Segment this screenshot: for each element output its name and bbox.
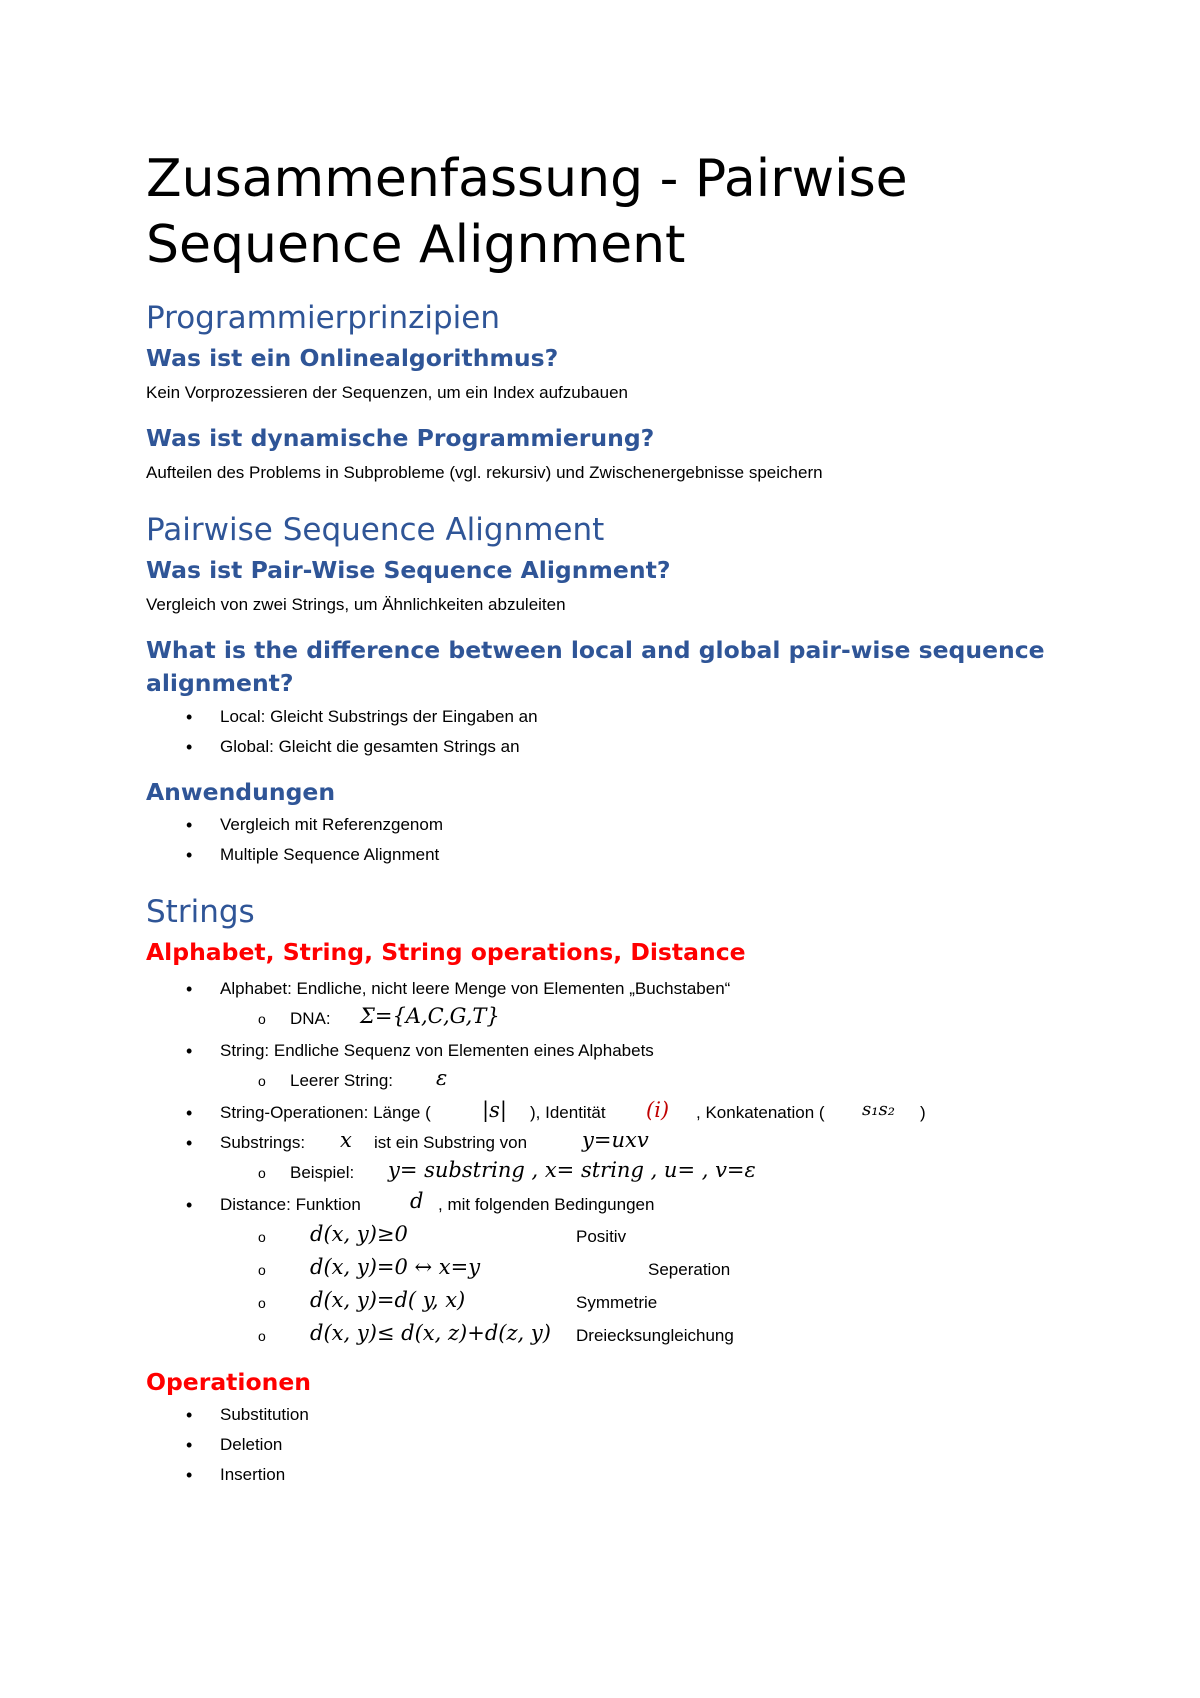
answer-pairwise: Vergleich von zwei Strings, um Ähnlichkeiten abzuleiten (146, 595, 566, 614)
heading-anwendungen: Anwendungen (146, 778, 336, 806)
substring-x: x (340, 1128, 352, 1152)
identity-formula: (i) (646, 1098, 670, 1122)
document-title: Zusammenfassung - Pairwise Sequence Alignment (146, 149, 908, 275)
dna-formula: Σ={A,C,G,T} (360, 1004, 500, 1028)
heading-alphabet-string: Alphabet, String, String operations, Distance (146, 938, 746, 966)
substring-equation: y=uxv (582, 1128, 649, 1152)
answer-dynamische-programmierung: Aufteilen des Problems in Subprobleme (vgl. rekursiv) und Zwischenergebnisse speichern (146, 463, 823, 482)
question-dynamische-programmierung: Was ist dynamische Programmierung? (146, 424, 655, 452)
concatenation-formula: s₁s₂ (862, 1099, 895, 1120)
example-formula: y= substring , x= string , u= , v=ε (388, 1158, 756, 1182)
epsilon-symbol: ε (436, 1066, 448, 1090)
question-pairwise: Was ist Pair-Wise Sequence Alignment? (146, 556, 671, 584)
distance-d: d (410, 1189, 424, 1213)
heading-operationen: Operationen (146, 1368, 312, 1396)
question-local-global: What is the difference between local and global pair-wise sequence alignment? (146, 636, 1045, 697)
answer-onlinealgorithmus: Kein Vorprozessieren der Sequenzen, um ein Index aufzubauen (146, 383, 628, 402)
heading-pairwise-sequence-alignment: Pairwise Sequence Alignment (146, 512, 605, 548)
length-formula: |s| (482, 1098, 507, 1122)
document-page: Zusammenfassung - Pairwise Sequence Alignment Programmierprinzipien Was ist ein Onlinealgorithmus? Kein Vorprozessieren der Sequenzen, um ein Index aufzubauen Was ist dynamische Programmierung? Aufteilen des Problems in Subprobleme (vgl. rekursiv) und Zwischenergebnisse speichern Pairwise Sequence Alignment Was ist Pair-Wise Sequence Alignment? Vergleich von zwei Strings, um Ähnlichkeiten abzuleiten What is the difference between local and global pair-wise sequence alignment? Local: Gleicht Substrings der Eingaben an Global: Gleicht die gesamten Strings an Anwendungen Vergleich mit Referenzgenom Multiple Sequence Alignment Strings Alphabet, String, String operations, Distance Alphabet: Endliche, nicht leere Menge von Elementen „Buchstaben“ DNA: Σ={A,C,G,T} String: Endliche Sequenz von Elementen eines Alphabets Leerer String: ε String-Operationen: Länge ( |s| ), Identität (i) , Konkatenation ( s₁s₂ ) Substrings: x ist ein Substring von y=uxv Beispiel: y= substring , x= string , u= , v=ε Distance: Funktion d , mit folgenden Bedingungen d(x, y)≥0 Positiv d(x, y)=0 ↔ x=y Seperation d(x, y)=d( y, x) Symmetrie d(x, y)≤ d(x, z)+d(z, y) Dreiecksungleichung Operationen Substitution Deletion Insertion (0, 0, 1200, 1698)
heading-programmierprinzipien: Programmierprinzipien (146, 300, 501, 336)
heading-strings: Strings (146, 894, 255, 930)
question-onlinealgorithmus: Was ist ein Onlinealgorithmus? (146, 344, 559, 372)
